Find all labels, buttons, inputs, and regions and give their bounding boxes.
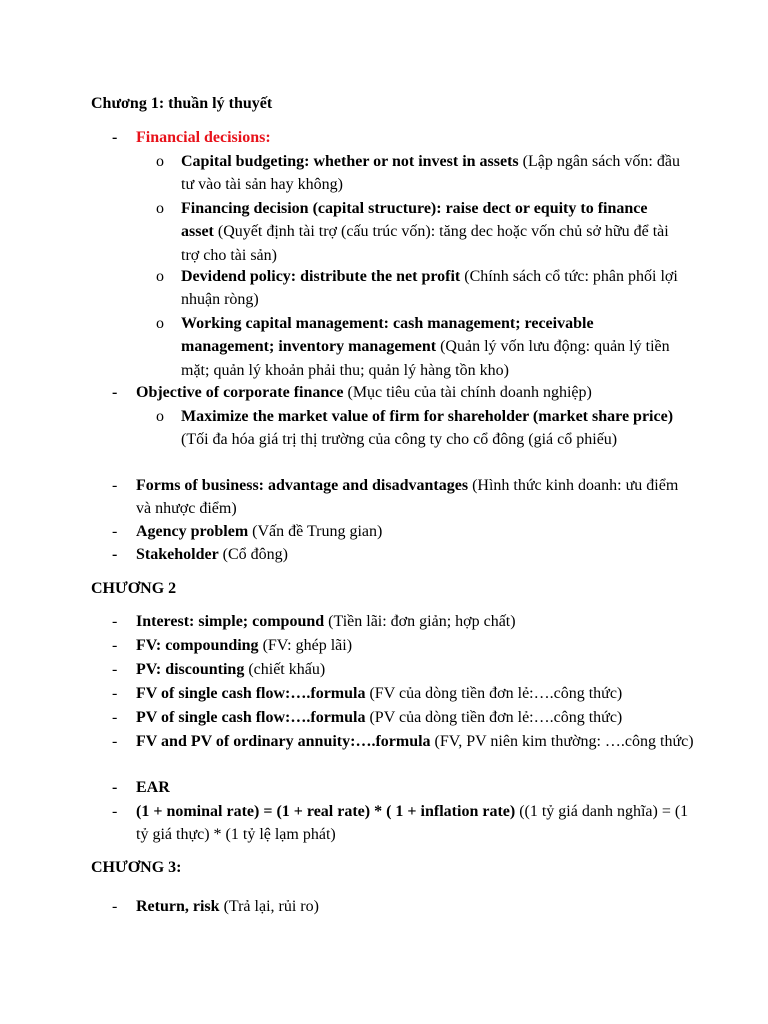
list-item [156,265,681,312]
dash-bullet: - [112,477,118,494]
item-translation: (Quản lý vốn lưu động: quản lý tiền mặt; quản lý khoản phải thu; quản lý hàng tồn kho) [181,338,670,379]
circle-bullet: o [156,408,164,425]
item-bold-text: Forms of business: advantage and disadvantages [136,477,469,494]
item-bold-text: Objective of corporate finance [136,384,344,401]
dash-bullet: - [112,733,118,750]
circle-bullet: o [156,268,164,285]
dash-bullet: - [112,709,118,726]
dash-bullet: - [112,685,118,702]
list-item [112,800,696,847]
list-item [112,634,696,657]
list-item [112,543,696,566]
item-translation: (Trả lại, rủi ro) [219,898,319,915]
chapter3-title: CHƯƠNG 3: [91,859,182,876]
item-bold-text: Return, risk [136,898,220,915]
item-translation: (Chính sách cổ tức: phân phối lợi nhuận ròng) [181,268,678,309]
list-item [112,610,696,633]
item-translation: (Quyết định tài trợ (cấu trúc vốn): tăng dec hoặc vốn chủ sở hữu để tài trợ cho tài sản) [181,223,669,264]
chapter1-title: Chương 1: thuần lý thuyết [91,95,273,112]
item-translation: (Lập ngân sách vốn: đầu tư vào tài sản hay không) [181,153,680,194]
item-bold-text: Financing decision (capital structure): raise dect or equity to finance asset [181,200,648,241]
item-bold-text: FV and PV of ordinary annuity:….formula [136,733,431,750]
item-translation: (FV của dòng tiền đơn lẻ:….công thức) [365,685,623,702]
item-translation: (Tiền lãi: đơn giản; hợp chất) [324,613,516,630]
dash-bullet: - [112,546,118,563]
list-item [156,197,681,267]
item-translation: (FV, PV niên kim thường: ….công thức) [430,733,694,750]
circle-bullet: o [156,315,164,332]
dash-bullet: - [112,661,118,678]
item-bold-text: Agency problem [136,523,249,540]
dash-bullet: - [112,523,118,540]
item-bold-text: Financial decisions: [136,129,271,146]
item-bold-text: FV: compounding [136,637,259,654]
dash-bullet: - [112,613,118,630]
item-translation: (Hình thức kinh doanh: ưu điểm và nhược điểm) [136,477,679,518]
item-bold-text: FV of single cash flow:….formula [136,685,366,702]
list-item [112,126,696,149]
circle-bullet: o [156,200,164,217]
item-translation: (Cổ đông) [218,546,288,563]
item-translation: (PV của dòng tiền đơn lẻ:….công thức) [365,709,623,726]
item-translation: ((1 tỷ giá danh nghĩa) = (1 tỷ giá thực) * (1 tỷ lệ lạm phát) [136,803,689,844]
item-bold-text: Stakeholder [136,546,219,563]
item-bold-text: Maximize the market value of firm for shareholder (market share price) [181,408,674,425]
list-item [112,682,696,705]
list-item [156,405,681,452]
item-bold-text: PV of single cash flow:….formula [136,709,366,726]
item-bold-text: Capital budgeting: whether or not invest in assets [181,153,519,170]
item-bold-text: Devidend policy: distribute the net profit [181,268,461,285]
dash-bullet: - [112,779,118,796]
item-bold-text: Working capital management: cash management; receivable management; inventory management [181,315,594,356]
item-bold-text: Interest: simple; compound [136,613,325,630]
list-item [156,312,681,382]
dash-bullet: - [112,898,118,915]
list-item [112,381,696,404]
list-item [112,730,696,753]
list-item [112,520,696,543]
item-bold-text: EAR [136,779,170,796]
item-translation: (FV: ghép lãi) [258,637,353,654]
list-item [112,706,696,729]
item-bold-text: (1 + nominal rate) = (1 + real rate) * ( 1 + inflation rate) [136,803,516,820]
item-translation: (chiết khấu) [244,661,326,678]
list-item [156,150,681,197]
chapter2-title: CHƯƠNG 2 [91,580,177,597]
item-translation: (Vấn đề Trung gian) [248,523,383,540]
dash-bullet: - [112,384,118,401]
item-translation: (Mục tiêu của tài chính doanh nghiệp) [343,384,592,401]
list-item [112,474,696,521]
item-bold-text: PV: discounting [136,661,245,678]
dash-bullet: - [112,129,118,146]
item-translation: (Tối đa hóa giá trị thị trường của công ty cho cổ đông (giá cổ phiếu) [181,431,618,449]
dash-bullet: - [112,637,118,654]
list-item [112,895,696,918]
dash-bullet: - [112,803,118,820]
circle-bullet: o [156,153,164,170]
list-item [112,658,696,681]
list-item [112,776,696,799]
